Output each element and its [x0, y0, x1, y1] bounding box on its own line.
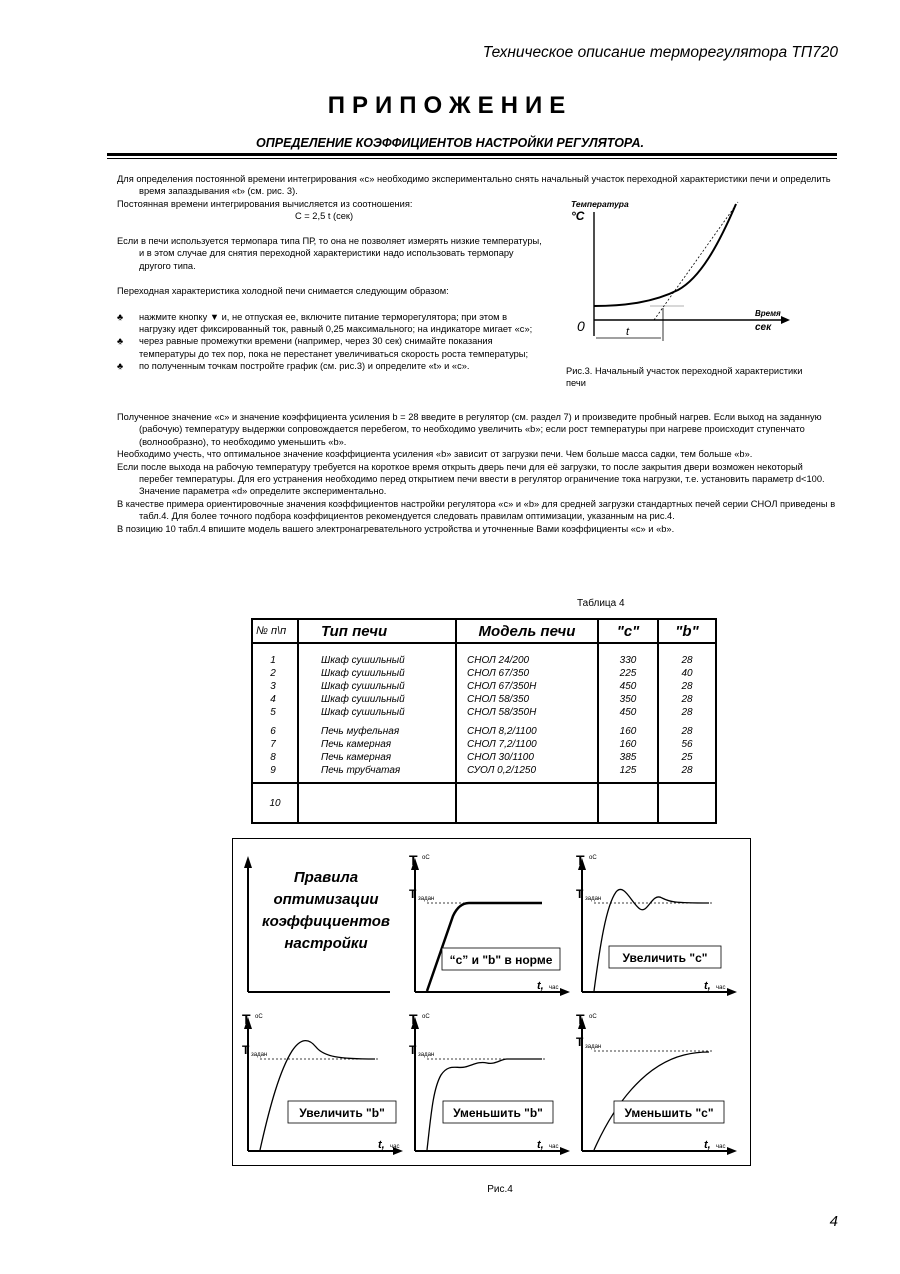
- column-types: [298, 643, 456, 783]
- table-cell: 4: [270, 694, 276, 705]
- header-c: "с": [598, 619, 658, 643]
- left-column: [117, 235, 542, 373]
- header-number: № п\п: [252, 619, 298, 643]
- title-rule-thick: [107, 153, 837, 156]
- fig4-axis-T: T: [576, 1011, 585, 1027]
- table-cell: СУОЛ 0,2/1250: [467, 765, 537, 776]
- fig4-panel-label: Увеличить "с": [622, 951, 708, 965]
- fig4-title-line: настройки: [284, 935, 368, 952]
- bullet-item: [117, 360, 542, 372]
- fig3-x-label: Время: [755, 309, 781, 318]
- table-cell-empty: [658, 783, 716, 823]
- fig4-setpoint: T: [242, 1043, 250, 1057]
- fig4-panel-decrease-b: [409, 1011, 570, 1155]
- body-paragraph: Если после выхода на рабочую температуру требуется на короткое время открыть дверь печи для её загрузки, то после закрытия двери возможен некоторый перебег температуры. Для его устранения необходимо перед открытием печи ввести в регулятор ограничение тока нагрузки, т.е. установить параметр d<100. Значение параметра «d» определите экспериментально.: [117, 461, 825, 497]
- table-cell-empty: [298, 783, 456, 823]
- fig3-x-unit: сек: [755, 322, 772, 333]
- fig4-setpoint: T: [409, 1043, 417, 1057]
- body-paragraph: Необходимо учесть, что оптимальное значение коэффициента усиления «b» зависит от загрузки печи. Чем больше масса садки, тем больше «b».: [117, 449, 753, 460]
- fig4-axis-t-unit: час: [390, 1144, 400, 1150]
- table-cell: СНОЛ 8,2/1100: [467, 726, 537, 737]
- fig4-title-line: коэффициентов: [262, 913, 390, 930]
- header-oven-model: Модель печи: [456, 619, 598, 643]
- fig4-setpoint: T: [576, 1035, 584, 1049]
- bullet-list: [117, 311, 542, 373]
- intro-paragraph-2: Постоянная времени интегрирования вычисляется из соотношения:: [117, 198, 413, 209]
- figure-4: [232, 838, 751, 1166]
- body-paragraphs: [117, 411, 839, 535]
- table-cell: 9: [270, 765, 276, 776]
- fig4-panel-label: Увеличить "b": [299, 1106, 385, 1120]
- fig4-panel-normal: [409, 852, 570, 996]
- column-numbers: [252, 643, 298, 783]
- intro-paragraph-4: Переходная характеристика холодной печи снимается следующим образом:: [117, 286, 449, 297]
- fig4-axis-t-unit: час: [716, 1144, 726, 1150]
- column-c: [598, 643, 658, 783]
- body-paragraph: В позицию 10 табл.4 впишите модель вашего электронагревательного устройства и уточненные Вами коэффициенты «с» и «b».: [117, 523, 675, 534]
- fig4-unit-T: оС: [589, 855, 597, 861]
- fig4-axis-T: T: [409, 1011, 418, 1027]
- formula: С = 2,5 t (сек): [295, 211, 354, 222]
- intro-paragraph-3: Если в печи используется термопара типа ПР, то она не позволяет измерять низкие температуры, и в этом случае для снятия переходной характеристики надо использовать термопару другого типа.: [117, 236, 542, 271]
- fig4-curve: [260, 1041, 375, 1150]
- fig4-axis-T: T: [242, 1011, 251, 1027]
- table-cell-empty: [456, 783, 598, 823]
- fig4-panel-label: Уменьшить "b": [453, 1106, 543, 1120]
- fig4-setpoint: T: [409, 887, 417, 901]
- header-b: "b": [658, 619, 716, 643]
- header-oven-type: Тип печи: [298, 619, 456, 643]
- fig4-title-panel: [244, 856, 390, 992]
- club-bullet-icon: ♣: [117, 361, 124, 372]
- table-cell: 10: [252, 783, 298, 823]
- fig4-axis-t-unit: час: [716, 985, 726, 991]
- fig4-curve: [594, 889, 709, 991]
- fig4-setpoint-sub: задан: [585, 896, 602, 902]
- table-4-caption: Таблица 4: [577, 598, 625, 609]
- body-paragraph: В качестве примера ориентировочные значения коэффициентов настройки регулятора «с» и «b» для средней загрузки стандартных печей серии СНОЛ приведены в табл.4. Для более точного подбора коэффициентов рекомендуется следовать правилам оптимизации, указанным на рис.4.: [117, 498, 836, 522]
- table-cell-empty: [598, 783, 658, 823]
- body-paragraph: Полученное значение «с» и значение коэффициента усиления b = 28 введите в регулятор (см. раздел 7) и произведите пробный нагрев. Если выход на заданную (рабочую) температуру выдержки сопровождается перебегом, то необходимо увеличить «b»; если рост температуры при нагреве происходит ступенчато (волнообразно), то необходимо уменьшить «b».: [117, 412, 822, 447]
- table-cell: 385: [619, 752, 637, 763]
- table-cell: 56: [681, 739, 693, 750]
- fig4-setpoint: T: [576, 887, 584, 901]
- fig3-tangent-line: [654, 202, 738, 320]
- fig4-title-line: оптимизации: [273, 891, 379, 908]
- figure-3-caption: Рис.3. Начальный участок переходной характеристики печи: [566, 366, 803, 389]
- table-cell: 125: [619, 765, 637, 776]
- table-cell: 28: [681, 707, 693, 718]
- bullet-text: нажмите кнопку ▼ и, не отпуская ее, включите питание терморегулятора; при этом в нагрузку идет фиксированный ток, равный 0,25 максимального; на индикаторе мигает «с»;: [139, 311, 533, 335]
- table-cell: 330: [619, 655, 637, 666]
- page-number: 4: [829, 1213, 838, 1230]
- bullet-text: через равные промежутки времени (например, через 30 сек) снимайте показания температуры до тех пор, пока не перестанет увеличиваться скорость роста температуры;: [139, 336, 529, 359]
- fig3-t-label: t: [626, 326, 630, 338]
- table-cell: СНОЛ 58/350: [467, 694, 530, 705]
- table-cell: 6: [270, 726, 276, 737]
- table-cell: Печь муфельная: [321, 726, 400, 737]
- fig4-axis-t: t,: [704, 1139, 711, 1151]
- bullet-text: по полученным точкам постройте график (см. рис.3) и определите «t» и «с».: [139, 361, 470, 372]
- table-cell: Печь трубчатая: [321, 765, 401, 776]
- fig4-axis-t: t,: [537, 1139, 544, 1151]
- club-bullet-icon: ♣: [117, 336, 124, 347]
- fig4-title-line: Правила: [293, 869, 359, 886]
- table-cell: 28: [681, 681, 693, 692]
- table-cell: 28: [681, 655, 693, 666]
- fig3-y-unit: °С: [571, 209, 585, 223]
- table-cell: 1: [270, 655, 276, 666]
- column-models: [456, 643, 598, 783]
- table-cell: 5: [270, 707, 276, 718]
- table-cell: 28: [681, 694, 693, 705]
- table-cell: Шкаф сушильный: [321, 707, 405, 718]
- fig4-unit-T: оС: [422, 1014, 430, 1020]
- figure-3: [566, 196, 796, 341]
- figure-3-plot: [566, 196, 796, 341]
- table-body-row: [252, 643, 716, 783]
- fig4-axis-t: t,: [537, 980, 544, 992]
- table-cell: Шкаф сушильный: [321, 668, 405, 679]
- table-cell: 28: [681, 726, 693, 737]
- bullet-item: [117, 335, 542, 360]
- page-title: ПРИПОЖЕНИЕ: [327, 92, 573, 119]
- table-cell: Шкаф сушильный: [321, 655, 405, 666]
- table-row-user: [252, 783, 716, 823]
- table-cell: Печь камерная: [321, 752, 392, 763]
- fig4-axis-t: t,: [378, 1139, 385, 1151]
- fig4-axis-T: T: [576, 852, 585, 868]
- table-header-row: [252, 619, 716, 643]
- table-cell: СНОЛ 30/1100: [467, 752, 534, 763]
- fig4-panel-label: “с” и "b" в норме: [449, 953, 553, 967]
- table-cell: СНОЛ 67/350Н: [467, 681, 537, 692]
- fig4-unit-T: оС: [422, 855, 430, 861]
- fig3-x-arrow-icon: [781, 316, 790, 324]
- fig4-axis-T: T: [409, 852, 418, 868]
- table-cell: 7: [270, 739, 276, 750]
- table-cell: Шкаф сушильный: [321, 694, 405, 705]
- table-cell: 160: [619, 739, 637, 750]
- fig4-setpoint-sub: задан: [251, 1052, 268, 1058]
- fig3-curve: [594, 204, 736, 306]
- table-cell: СНОЛ 67/350: [467, 668, 530, 679]
- fig4-axis-t: t,: [704, 980, 711, 992]
- table-cell: 28: [681, 765, 693, 776]
- table-cell: СНОЛ 7,2/1100: [467, 739, 537, 750]
- intro-paragraph-1: Для определения постоянной времени интегрирования «с» необходимо экспериментально снять начальный участок переходной характеристики печи и определить время запаздывания «t» (см. рис. 3).: [117, 174, 831, 197]
- table-cell: 450: [619, 681, 637, 692]
- table-cell: 3: [270, 681, 276, 692]
- fig4-panel-increase-b: [242, 1011, 403, 1155]
- table-cell: 160: [619, 726, 637, 737]
- section-subtitle: ОПРЕДЕЛЕНИЕ КОЭФФИЦИЕНТОВ НАСТРОЙКИ РЕГУЛЯТОРА.: [256, 136, 644, 150]
- table-cell: 2: [270, 668, 276, 679]
- fig4-panel-decrease-c: [576, 1011, 737, 1155]
- fig4-panel-increase-c: [576, 852, 737, 996]
- table-cell: Шкаф сушильный: [321, 681, 405, 692]
- figure-4-panels: [233, 839, 750, 1165]
- fig3-origin: 0: [577, 318, 585, 334]
- bullet-item: [117, 311, 542, 336]
- fig4-setpoint-sub: задан: [418, 896, 435, 902]
- club-bullet-icon: ♣: [117, 311, 124, 322]
- fig4-setpoint-sub: задан: [585, 1044, 602, 1050]
- fig4-axis-t-unit: час: [549, 985, 559, 991]
- fig4-setpoint-sub: задан: [418, 1052, 435, 1058]
- title-rule-thin: [107, 158, 837, 159]
- table-cell: Печь камерная: [321, 739, 392, 750]
- fig4-unit-T: оС: [589, 1014, 597, 1020]
- column-b: [658, 643, 716, 783]
- table-cell: 350: [619, 694, 637, 705]
- figure-4-caption: Рис.4: [487, 1184, 513, 1195]
- table-cell: 225: [619, 668, 637, 679]
- table-4-grid: [251, 618, 717, 824]
- table-cell: 8: [270, 752, 276, 763]
- table-cell: СНОЛ 58/350Н: [467, 707, 537, 718]
- table-cell: 450: [619, 707, 637, 718]
- fig3-y-label: Температура: [571, 199, 629, 209]
- table-cell: 25: [681, 752, 693, 763]
- fig4-panel-label: Уменьшить "с": [624, 1106, 714, 1120]
- table-4: [251, 618, 717, 824]
- table-cell: СНОЛ 24/200: [467, 655, 530, 666]
- fig4-axis-t-unit: час: [549, 1144, 559, 1150]
- fig4-curve: [427, 903, 542, 991]
- fig4-unit-T: оС: [255, 1014, 263, 1020]
- document-header-title: Техническое описание терморегулятора ТП720: [482, 44, 838, 61]
- table-cell: 40: [681, 668, 693, 679]
